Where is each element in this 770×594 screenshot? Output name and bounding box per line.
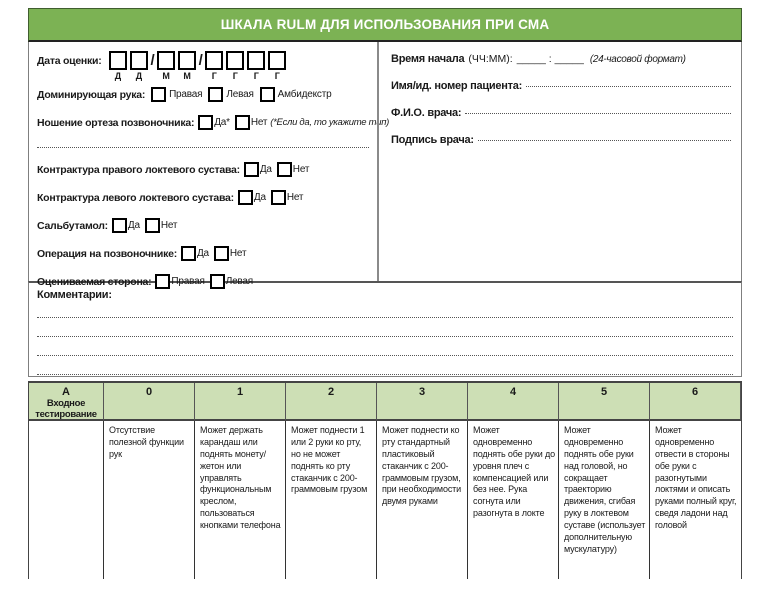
assessment-date-row	[37, 51, 371, 81]
table-cell-score-3: Может поднести ко рту стандартный пластиковый стаканчик с 200-граммовым грузом, при необходимости двумя руками	[377, 421, 468, 579]
checkbox-yes[interactable]	[181, 246, 196, 261]
table-cell-entry-test	[29, 421, 104, 579]
checkbox-no[interactable]	[271, 190, 286, 205]
option-label: Правая	[171, 276, 205, 287]
date-letter: Г	[274, 71, 280, 81]
left-elbow-contracture-row	[37, 190, 371, 205]
table-cell-score-4: Может одновременно поднять обе руки до уровня плеч с компенсацией или без нее. Рука согнута или разогнута в локте	[468, 421, 559, 579]
table-header-score-6: 6	[650, 383, 741, 421]
checkbox-orthosis-yes[interactable]	[198, 115, 213, 130]
comments-line-1[interactable]	[37, 316, 733, 318]
start-time-row	[391, 53, 731, 65]
spine-surgery-label: Операция на позвоночнике:	[37, 247, 177, 260]
option-label: Нет	[286, 192, 304, 203]
date-boxes	[107, 51, 287, 81]
table-header-entry-test	[29, 383, 104, 421]
option-label: Амбидекстр	[277, 89, 332, 100]
table-header-score-2: 2	[286, 383, 377, 421]
date-month-box-2[interactable]	[178, 51, 196, 70]
checkbox-ambidextrous[interactable]	[260, 87, 275, 102]
start-time-blank[interactable]: _____ : _____	[516, 53, 584, 65]
physician-name-writein-line[interactable]	[465, 113, 731, 114]
patient-id-field	[391, 80, 731, 92]
score-table	[28, 381, 742, 579]
info-section	[28, 42, 742, 288]
date-day-box-2[interactable]	[130, 51, 148, 70]
left-elbow-contracture-label: Контрактура левого локтевого сустава:	[37, 191, 234, 204]
patient-info-right	[379, 42, 741, 281]
checkbox-left-side[interactable]	[210, 274, 225, 289]
option-label: Правая	[169, 89, 203, 100]
salbutamol-row	[37, 218, 371, 233]
checkbox-left-hand[interactable]	[208, 87, 223, 102]
option-label: Нет	[160, 220, 178, 231]
right-elbow-contracture-row	[37, 162, 371, 177]
dominant-hand-row	[37, 87, 371, 102]
option-label: Да	[196, 248, 209, 259]
entry-test-label: Входное тестирование	[35, 398, 97, 420]
rulm-form	[28, 8, 742, 579]
option-label: Нет	[250, 117, 268, 128]
checkbox-yes[interactable]	[112, 218, 127, 233]
start-time-note: (24-часовой формат)	[589, 54, 686, 65]
dominant-hand-label: Доминирующая рука:	[37, 88, 146, 101]
physician-name-label: Ф.И.О. врача:	[391, 107, 462, 119]
right-elbow-contracture-label: Контрактура правого локтевого сустава:	[37, 163, 240, 176]
option-label: Да	[253, 192, 266, 203]
date-letter: Д	[135, 71, 143, 81]
option-label: Да	[259, 164, 272, 175]
comments-section	[28, 281, 742, 377]
comments-line-2[interactable]	[37, 335, 733, 337]
patient-id-writein-line[interactable]	[526, 86, 731, 87]
checkbox-right-hand[interactable]	[151, 87, 166, 102]
spine-orthosis-row	[37, 115, 390, 130]
assessed-side-label: Оцениваемая сторона:	[37, 275, 152, 288]
date-year-box-1[interactable]	[205, 51, 223, 70]
entry-test-code: А	[62, 386, 70, 398]
option-label: Да	[127, 220, 140, 231]
checkbox-orthosis-no[interactable]	[235, 115, 250, 130]
assessment-date-label: Дата оценки:	[37, 55, 102, 67]
start-time-format: (ЧЧ:ММ):	[468, 53, 513, 65]
date-year-box-4[interactable]	[268, 51, 286, 70]
date-letter: Г	[211, 71, 217, 81]
checkbox-yes[interactable]	[244, 162, 259, 177]
physician-signature-field	[391, 134, 731, 146]
table-header-score-1: 1	[195, 383, 286, 421]
option-label: Нет	[229, 248, 247, 259]
date-month-box-1[interactable]	[157, 51, 175, 70]
option-label: Нет	[292, 164, 310, 175]
checkbox-no[interactable]	[214, 246, 229, 261]
spine-surgery-row	[37, 246, 371, 261]
date-letter: Г	[253, 71, 259, 81]
table-cell-score-6: Может одновременно отвести в стороны обе руки с разогнутыми локтями и описать руками полный круг, сведя ладони над головой	[650, 421, 741, 579]
date-year-box-2[interactable]	[226, 51, 244, 70]
comments-line-4[interactable]	[37, 373, 733, 375]
option-label: Да*	[214, 117, 230, 128]
physician-name-field	[391, 107, 731, 119]
patient-id-label: Имя/ид. номер пациента:	[391, 80, 523, 92]
table-cell-score-2: Может поднести 1 или 2 руки ко рту, но не может поднять ко рту стаканчик с 200-граммовым грузом	[286, 421, 377, 579]
date-day-box-1[interactable]	[109, 51, 127, 70]
table-header-score-4: 4	[468, 383, 559, 421]
checkbox-yes[interactable]	[238, 190, 253, 205]
date-separator: /	[198, 52, 203, 69]
option-label: Левая	[225, 276, 254, 287]
assessed-side-row	[37, 274, 371, 289]
checkbox-no[interactable]	[145, 218, 160, 233]
comments-label: Комментарии:	[37, 289, 112, 301]
option-label: Левая	[226, 89, 254, 100]
date-year-box-3[interactable]	[247, 51, 265, 70]
form-title: ШКАЛА RULM ДЛЯ ИСПОЛЬЗОВАНИЯ ПРИ СМА	[220, 17, 550, 32]
orthosis-note: (*Если да, то укажите тип)	[270, 117, 390, 128]
physician-signature-label: Подпись врача:	[391, 134, 474, 146]
table-cell-score-1: Может держать карандаш или поднять монету/жетон или управлять функциональным креслом, пользоваться кнопками телефона	[195, 421, 286, 579]
checkbox-right-side[interactable]	[155, 274, 170, 289]
form-title-bar	[28, 8, 742, 42]
checkbox-no[interactable]	[277, 162, 292, 177]
start-time-label: Время начала	[391, 53, 465, 65]
spine-orthosis-label: Ношение ортеза позвоночника:	[37, 116, 195, 129]
date-separator: /	[150, 52, 155, 69]
date-letter: Д	[114, 71, 122, 81]
table-cell-score-5: Может одновременно поднять обе руки над головой, но сокращает траекторию движения, сгибая руку в локтевом суставе (использует дополнительную мускулатуру)	[559, 421, 650, 579]
physician-signature-writein-line[interactable]	[478, 140, 731, 141]
date-letter: Г	[232, 71, 238, 81]
table-header-score-5: 5	[559, 383, 650, 421]
table-header-score-0: 0	[104, 383, 195, 421]
date-letter: М	[162, 71, 170, 81]
table-cell-score-0: Отсутствие полезной функции рук	[104, 421, 195, 579]
orthosis-type-writein-line[interactable]	[37, 146, 369, 148]
comments-line-3[interactable]	[37, 354, 733, 356]
date-letter: М	[183, 71, 191, 81]
patient-info-left	[29, 42, 390, 288]
table-header-score-3: 3	[377, 383, 468, 421]
salbutamol-label: Сальбутамол:	[37, 219, 108, 232]
